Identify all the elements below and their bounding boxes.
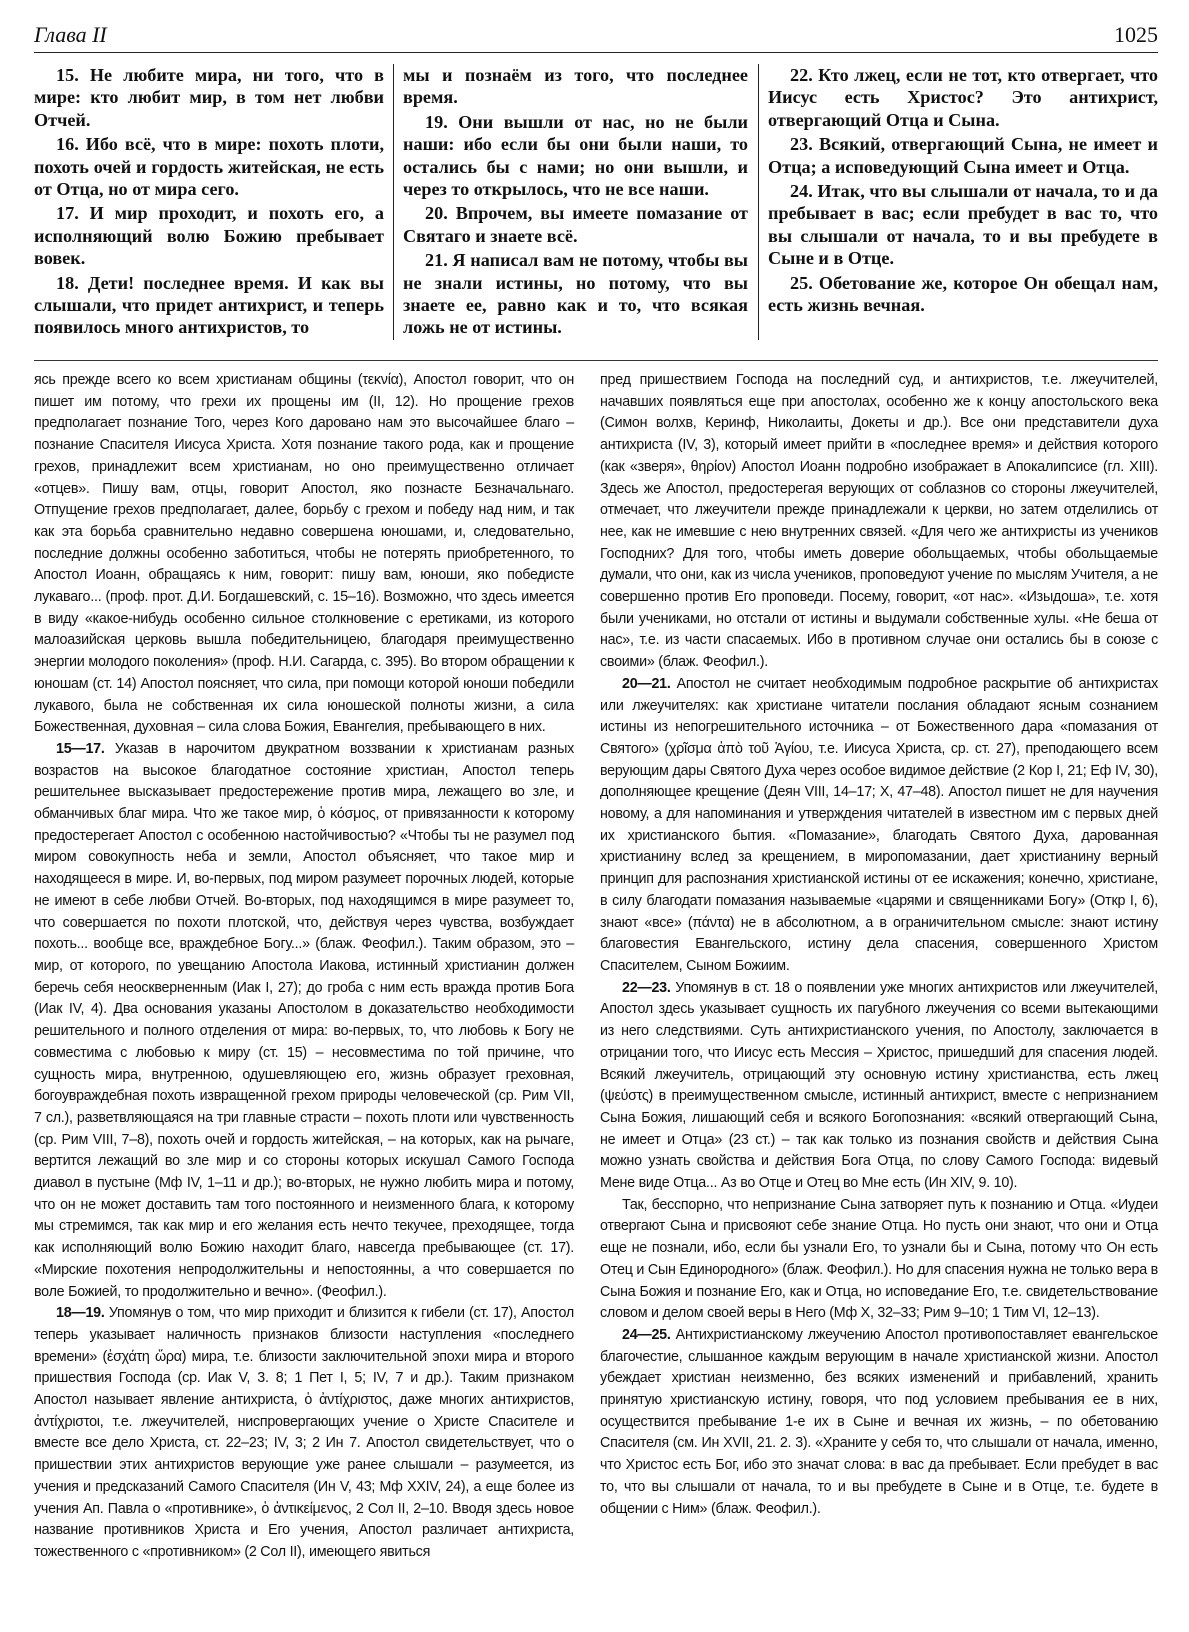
page-number: 1025	[1114, 22, 1158, 47]
verse-22: 22. Кто лжец, если не тот, кто отвергает, что Иисус есть Христос? Это антихрист, отвергающий Отца и Сына.	[768, 65, 1158, 130]
commentary-right	[600, 370, 1158, 1520]
commentary-paragraph	[600, 1325, 1158, 1520]
column-divider	[393, 64, 394, 340]
verse-ref: 18—19.	[56, 1305, 105, 1322]
verse-24: 24. Итак, что вы слышали от начала, то и да пребывает в вас; если пребудет в вас то, что вы слышали от начала, то и вы пребудете в Сыне и в Отце.	[768, 181, 1158, 269]
commentary-text: Указав в нарочитом двукратном воззвании к христианам разных возрастов на высокое благодатное состояние христиан, Апостол теперь решительнее высказывает предостережение против мира, лежащего во зле, и обманчивых благ мира. Что же такое мир, ὁ κόσμος, от привязанности к которому предостерегает Апостол с особенною настойчивостью? «Чтобы ты не разумел под миром совокупность неба и земли, Апостол объясняет, что такое мир и находящееся в мире. И, во-первых, под миром разумеет порочных людей, которые не имеют в себе любви Отчей. Во-вторых, под находящимся в мире разумеет то, что совершается по похоти плотской, что, действуя через чувства, возбуждает похоть... вообще все, враждебное Богу...» (блаж. Феофил.). Таким образом, это – мир, от которого, по увещанию Апостола Иакова, истинный христианин должен беречь себя неоскверненным (Иак I, 27); до гроба с ним есть вражда против Бога (Иак IV, 4). Два основания указаны Апостолом в доказательство необходимости решительного и полного отделения от мира: во-первых, то, что любовь к Богу не совместима с любовью к миру (ст. 15) – несовместима по той причине, что сущность мира, внутренною, одушевляющею его, жизнь образует греховная, богоувраждебная похоть извращенной грехом природы человеческой (ср. Рим VII, 7 сл.), разветвляющаяся на три главные страсти – похоть плоти или чувственность (ср. Рим VIII, 7–8), похоть очей и гордость житейская, – на которых, как на рычаге, вертится лежащий во зле мир и со стороны которых искушал Самого Господа диавол в пустыне (Мф IV, 1–11 и др.); во-вторых, не нужно любить мира и потому, что он не может доставить там того постоянного и неизменного блага, к которому мы стремимся, так как мир и его желания есть нечто текучее, преходящее, тогда как исполняющий волю Божию находит благо, навсегда пребывающее (ст. 17). «Мирские похотения непродолжительны и непостоянны, а что совершается по воле Божией, то продолжительно и вечно». (Феофил.).	[34, 740, 574, 1300]
chapter-title: Глава II	[34, 22, 107, 47]
verse-18-continued: мы и познаём из того, что последнее время.	[403, 65, 748, 108]
verse-column-3	[768, 64, 1158, 318]
verse-ref: 15—17.	[56, 740, 105, 757]
commentary-paragraph: ясь прежде всего ко всем христианам общины (τεκνία), Апостол говорит, что он пишет им потому, что грехи их прощены им (II, 12). Но прощение грехов предполагает познание Того, через Кого даровано нам это высочайшее благо – познание Спасителя Иисуса Христа. Хотя познание такого рода, как и прощение грехов, принадлежит всем христианам, но оно преимущественно отличает «отцев». Пишу вам, отцы, говорит Апостол, яко познасте Безначальнаго. Отпущение грехов предполагает, далее, борьбу с грехом и победу над ним, и так как эта борьба сравнительно недавно совершена юношами, и, следовательно, последние должны особенно заботиться, чтобы не потерять приобретенного, то Апостол Иоанн, обращаясь к ним, говорит: пишу вам, юноши, яко победисте лукаваго... (проф. прот. Д.И. Богдашевский, с. 15–16). Возможно, что здесь имеется в виду «какое-нибудь особенно сильное столкновение с еретиками, из которого малоазийская церковь вышла победительницею, благодаря преимущественно энергии молодого поколения» (проф. Н.И. Сагарда, с. 395). Во втором обращении к юношам (ст. 14) Апостол поясняет, что сила, при помощи которой юноши победили лукавого, была не собственная их сила юношеской полноты жизни, а сила Божественная, духовная – сила слова Божия, Евангелия, пребывающего в них.	[34, 372, 574, 736]
commentary-paragraph	[34, 1303, 574, 1563]
header-rule	[34, 52, 1158, 53]
verse-20: 20. Впрочем, вы имеете помазание от Святаго и знаете всё.	[403, 203, 748, 246]
page-header	[34, 22, 1158, 52]
commentary-paragraph	[34, 739, 574, 1303]
commentary-paragraph: пред пришествием Господа на последний суд, и антихристов, т.е. лжеучителей, начавших появляться еще при апостолах, особенно же к концу апостольского века (Симон волхв, Керинф, Николаиты, Докеты и др.). Все они представители духа антихриста (IV, 3), который имеет прийти в «последнее время» и действия которого (как «зверя», θηρίον) Апостол Иоанн подробно изображает в Апокалипсисе (гл. XIII). Здесь же Апостол, предостерегая верующих от соблазнов со стороны лжеучителей, отмечает, что лжеучители прежде принадлежали к церкви, но затем отделились от нее, как не имевшие с нею внутренних связей. «Для чего же антихристы из учеников Господних? Для того, чтобы иметь доверие обольщаемых, чтобы обольщаемые думали, что они, как из числа учеников, проповедуют учение по мыслям Учителя, а не совершенно против Его проповеди. Посему, говорит, «от нас». «Изыдоша», т.е. хотя были учениками, но отстали от истины и выдумали собственные хулы. «Не беша от нас», т.е. из части спасаемых. Ибо в противном случае они остались бы в союзе с своими» (блаж. Феофил.).	[600, 372, 1158, 671]
verse-ref: 22—23.	[622, 979, 671, 996]
commentary-text: Упомянув о том, что мир приходит и близится к гибели (ст. 17), Апостол теперь указывает наличность признаков близости наступления «последнего времени» (ἐσχάτη ὥρα) мира, т.е. близости заключительной эпохи мира и второго пришествия Господа (ср. Иак V, 3. 8; 1 Пет I, 5; IV, 7 и др.). Таким признаком Апостол называет явление антихриста, ὁ ἀντίχριστος, даже многих антихристов, ἀντίχριστοι, т.е. лжеучителей, ниспровергающих учение о Христе Спасителе и вместе все дело Христа, ст. 22–23; IV, 3; 2 Ин 7. Апостол свидетельствует, что о пришествии этих антихристов верующие уже ранее слышали – разумеется, из учения и предсказаний Самого Спасителя (Ин V, 43; Мф XXIV, 24), а еще более из учения Ап. Павла о «противнике», ὁ ἀντικείμενος, 2 Сол II, 2–10. Вводя здесь новое название противников Христа и Его учения, Апостол различает антихриста, тожественного с «противником» (2 Сол II), имеющего явиться	[34, 1305, 574, 1560]
verse-17: 17. И мир проходит, и похоть его, а исполняющий волю Божию пребывает вовек.	[34, 203, 384, 269]
commentary-text: Апостол не считает необходимым подробное раскрытие об антихристах или лжеучителях: как христиане читатели послания обладают ясным сознанием истины из непогрешительного источника – от Божественного дара «помазания от Святого» (χρῖσμα ἀπὸ τοῦ Ἁγίου, т.е. Иисуса Христа, ср. ст. 27), преподающего всем верующим дары Святого Духа через особое видимое действие (2 Кор I, 21; Еф IV, 30), дополняющее крещение (Деян VIII, 14–17; X, 47–48). Апостол пишет не для научения новому, а для напоминания и утверждения читателей в известном им с первых дней их христианского бытия. «Помазание», благодать Святого Духа, дарованная христианину вслед за крещением, в миропомазании, дает христианину верный принцип для распознания христианской истины от ее искажения; конечно, христиане, в силу благодати помазания называемые «царями и священниками Богу» (Откр I, 6), знают «все» (πάντα) не в абсолютном, а в ограничительном смысле: знают истину благовестия Евангельского, истину дела спасения, совершенного Христом Спасителем, Сыном Божиим.	[600, 675, 1158, 974]
verse-ref: 20—21.	[622, 675, 671, 692]
verse-16: 16. Ибо всё, что в мире: похоть плоти, похоть очей и гордость житейская, не есть от Отца, но от мира сего.	[34, 134, 384, 200]
verse-15: 15. Не любите мира, ни того, что в мире: кто любит мир, в том нет любви Отчей.	[34, 65, 384, 130]
verse-19: 19. Они вышли от нас, но не были наши: ибо если бы они были наши, то остались бы с нами; но они вышли, и через то открылось, что не все наши.	[403, 111, 748, 200]
verse-18: 18. Дети! последнее время. И как вы слышали, что придет антихрист, и теперь появилось много антихристов, то	[34, 272, 384, 338]
commentary-text: Антихристианскому лжеучению Апостол противопоставляет евангельское благочестие, слышанное каждым верующим в начале христианской жизни. Апостол убеждает христиан неизменно, без всяких изменений и прибавлений, хранить принятую христианскую истину, говоря, что под условием пребывания ее в них, осуществится пребывание 1-е их в Сыне и вечная их жизнь, – по обетованию Спасителя (см. Ин XVII, 21. 2. 3). «Храните у себя то, что слышали от начала, именно, что Христос есть Бог, ибо это значат слова: в вас да пребывает. Если пребудет в вас то, что вы слышали от начала, то и вы пребудете в Сыне и в Отце, т.е. будете в общении с Ним» (блаж. Феофил.).	[600, 1326, 1158, 1517]
commentary-left	[34, 370, 574, 1564]
verse-ref: 24—25.	[622, 1326, 671, 1343]
verse-21: 21. Я написал вам не потому, чтобы вы не знали истины, но потому, что вы знаете ее, равно как и то, что всякая ложь не от истины.	[403, 250, 748, 338]
commentary-paragraph	[600, 978, 1158, 1195]
commentary-paragraph	[600, 674, 1158, 978]
verse-23: 23. Всякий, отвергающий Сына, не имеет и Отца; а исповедующий Сына имеет и Отца.	[768, 134, 1158, 177]
commentary-paragraph: Так, бесспорно, что непризнание Сына затворяет путь к познанию и Отца. «Иудеи отвергают Сына и присвояют себе знание Отца. Но пусть они знают, что они и Отца еще не познали, ибо, если бы узнали Его, то узнали бы и Сына, потому что Он есть Отец и Сын Единородного» (блаж. Феофил.). Но для спасения нужна не только вера в Сына Божия и познание Его, как и Отца, но исповедание Его, т.е. свидетельствование словом и делом своей веры в Него (Мф X, 32–33; Рим 9–10; 1 Тим VI, 12–13).	[600, 1196, 1158, 1322]
verse-column-2	[403, 64, 748, 341]
column-divider	[758, 64, 759, 340]
commentary-text: Упомянув в ст. 18 о появлении уже многих антихристов или лжеучителей, Апостол здесь указывает сущность их пагубного лжеучения со всеми вытекающими из него следствиями. Суть антихристианского учения, по Апостолу, заключается в отрицании того, что Иисус есть Мессия – Христос, пришедший для спасения людей. Всякий лжеучитель, отрицающий эту основную истину христианства, есть лжец (ψεύστς) в преимущественном смысле, истинный антихрист, вместе с непризнанием Сына Божия, лишающий себя и всякого Богопознания: «всякий отвергающий Сына, не имеет и Отца» (23 ст.) – так как только из познания свойств и действия Сына можно узнать свойства и действия Бога Отца, по слову Самого Господа: видевый Мене виде Отца... Аз во Отце и Отец во Мне есть (Ин XIV, 9. 10).	[600, 979, 1158, 1192]
verse-25: 25. Обетование же, которое Он обещал нам, есть жизнь вечная.	[768, 272, 1158, 316]
verse-column-1	[34, 64, 384, 341]
section-rule	[34, 360, 1158, 361]
